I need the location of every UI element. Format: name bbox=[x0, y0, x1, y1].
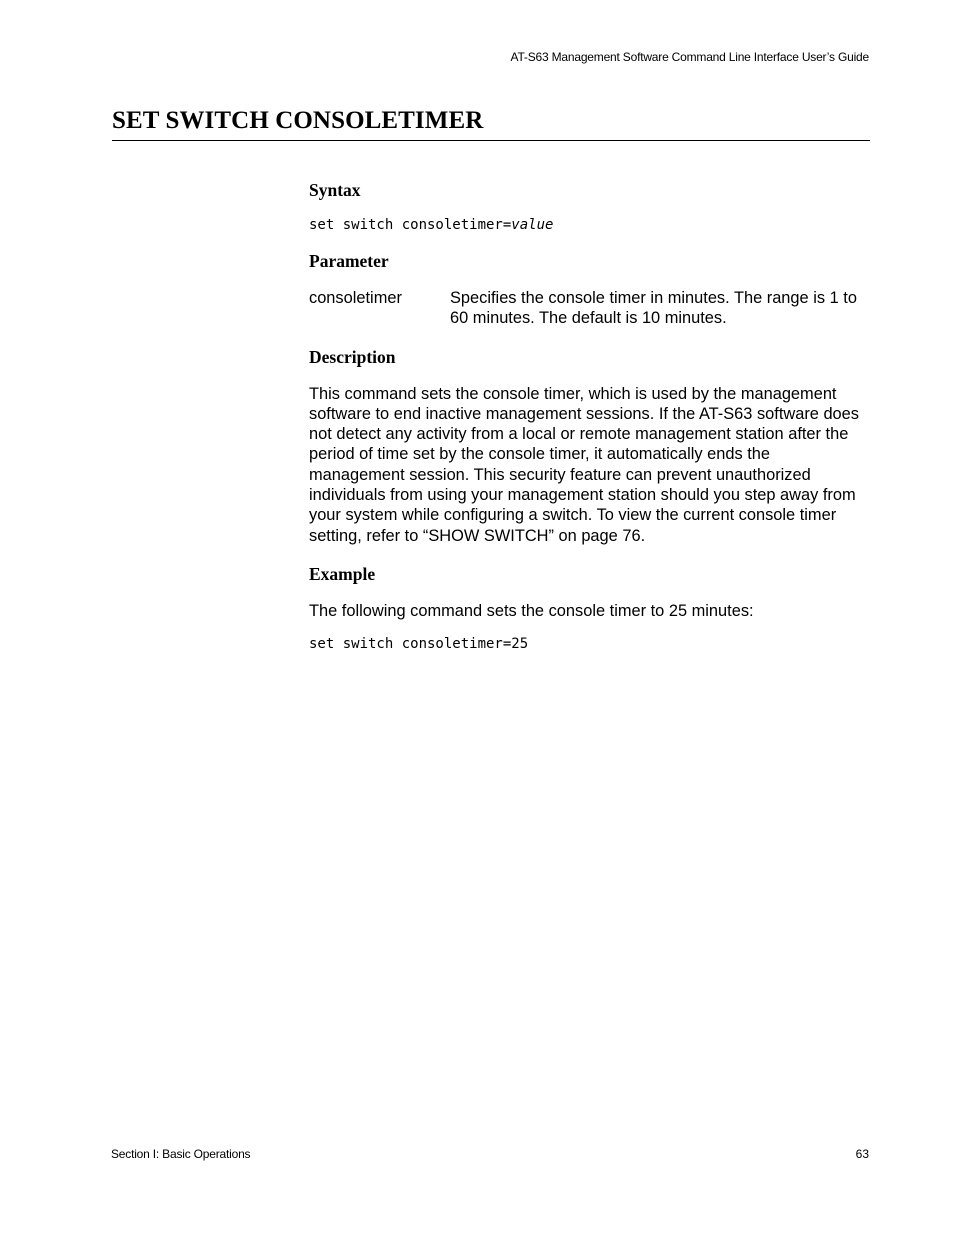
running-header: AT-S63 Management Software Command Line Interface User’s Guide bbox=[510, 50, 869, 64]
syntax-argument: value bbox=[511, 217, 554, 233]
example-command: set switch consoletimer=25 bbox=[309, 636, 529, 653]
example-heading: Example bbox=[309, 563, 376, 584]
syntax-command bbox=[309, 215, 870, 235]
parameter-heading: Parameter bbox=[309, 251, 389, 271]
footer-section: Section I: Basic Operations bbox=[111, 1147, 251, 1161]
description-text: This command sets the console timer, which is used by the management software to end inactive management sessions. If the AT-S63 software does not detect any activity from a local or remote management station after the period of time set by the console timer, it automatically ends the management session. This security feature can prevent unauthorized individuals from using your management station should you step away from your system while configuring a switch. To view the current console timer setting, refer to “SHOW SWITCH” on page 76. bbox=[309, 384, 859, 545]
parameter-description: Specifies the console timer in minutes. The range is 1 to 60 minutes. The default is 10 minutes. bbox=[450, 289, 857, 328]
description-heading: Description bbox=[309, 346, 396, 367]
content-column bbox=[309, 179, 870, 654]
parameter-row bbox=[309, 288, 870, 329]
syntax-heading: Syntax bbox=[309, 180, 361, 200]
syntax-command-text: set switch consoletimer= bbox=[309, 217, 512, 233]
footer-page-number: 63 bbox=[855, 1147, 869, 1161]
title-rule bbox=[112, 140, 870, 141]
example-text: The following command sets the console timer to 25 minutes: bbox=[309, 601, 754, 620]
parameter-name: consoletimer bbox=[309, 289, 402, 307]
page-title: SET SWITCH CONSOLETIMER bbox=[112, 107, 484, 134]
